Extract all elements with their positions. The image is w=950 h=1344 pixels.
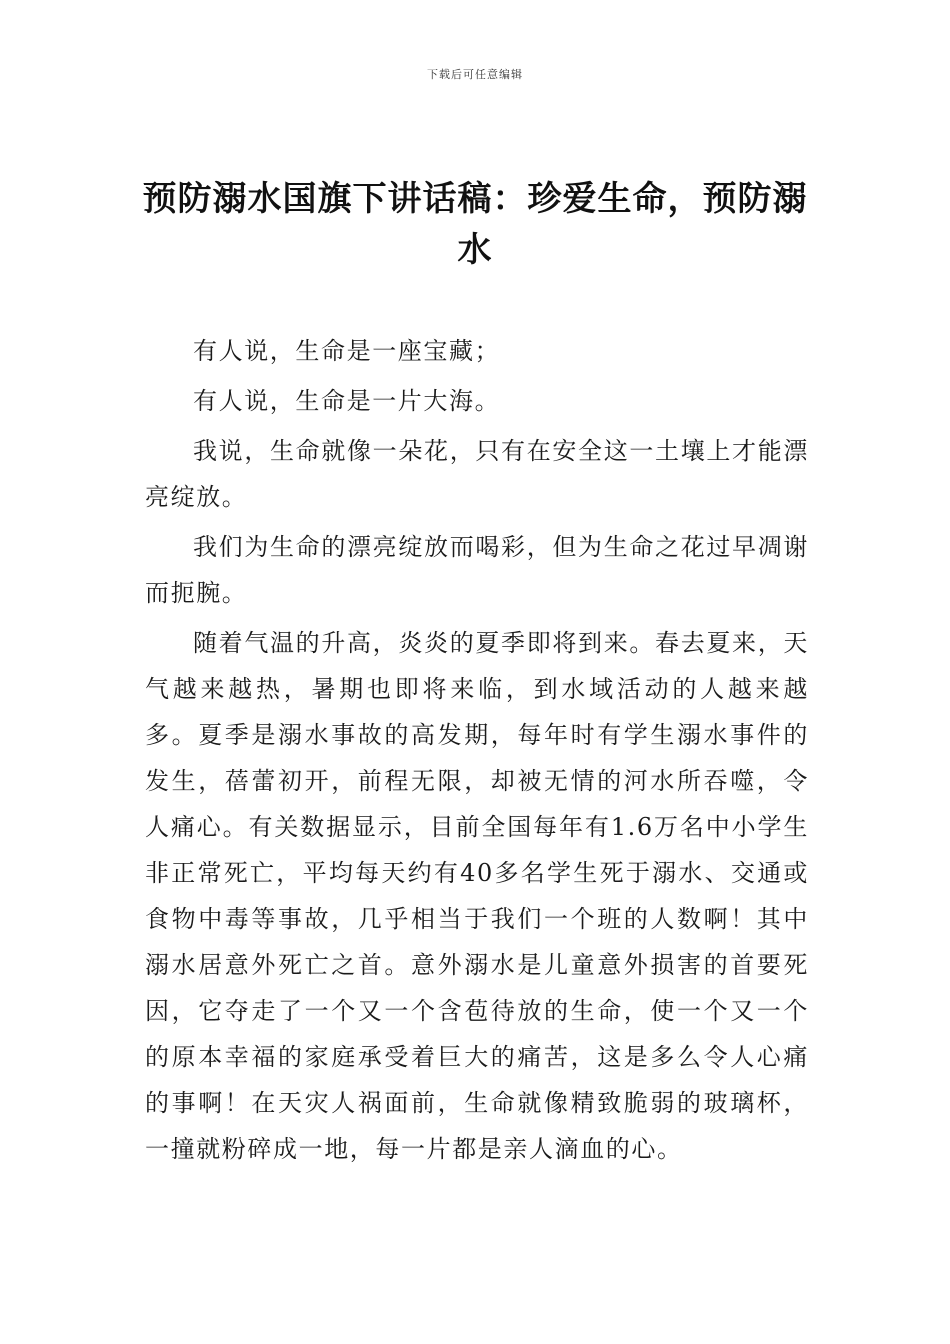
paragraph: 有人说，生命是一座宝藏； xyxy=(193,337,501,365)
paragraph: 我说，生命就像一朵花，只有在安全这一土壤上才能漂亮绽放。 xyxy=(145,437,809,511)
paragraph: 随着气温的升高，炎炎的夏季即将到来。春去夏来，天气越来越热，暑期也即将来临，到水域活动的人越来越多。夏季是溺水事故的高发期，每年时有学生溺水事件的发生，蓓蕾初开，前程无限，却被无情的河水所吞噬，令人痛心。有关数据显示，目前全国每年有1.6万名中小学生非正常死亡，平均每天约有40多名学生死于溺水、交通或食物中毒等事故，几乎相当于我们一个班的人数啊！其中溺水居意外死亡之首。意外溺水是儿童意外损害的首要死因，它夺走了一个又一个含苞待放的生命，使一个又一个的原本幸福的家庭承受着巨大的痛苦，这是多么令人心痛的事啊！在天灾人祸面前，生命就像精致脆弱的玻璃杯，一撞就粉碎成一地，每一片都是亲人滴血的心。 xyxy=(145,629,809,1163)
header-note: 下载后可任意编辑 xyxy=(427,68,523,81)
paragraph: 有人说，生命是一片大海。 xyxy=(193,387,501,415)
paragraph: 我们为生命的漂亮绽放而喝彩，但为生命之花过早凋谢而扼腕。 xyxy=(145,533,809,607)
document-title: 预防溺水国旗下讲话稿：珍爱生命，预防溺水 xyxy=(142,179,808,270)
document-body xyxy=(145,328,809,1176)
